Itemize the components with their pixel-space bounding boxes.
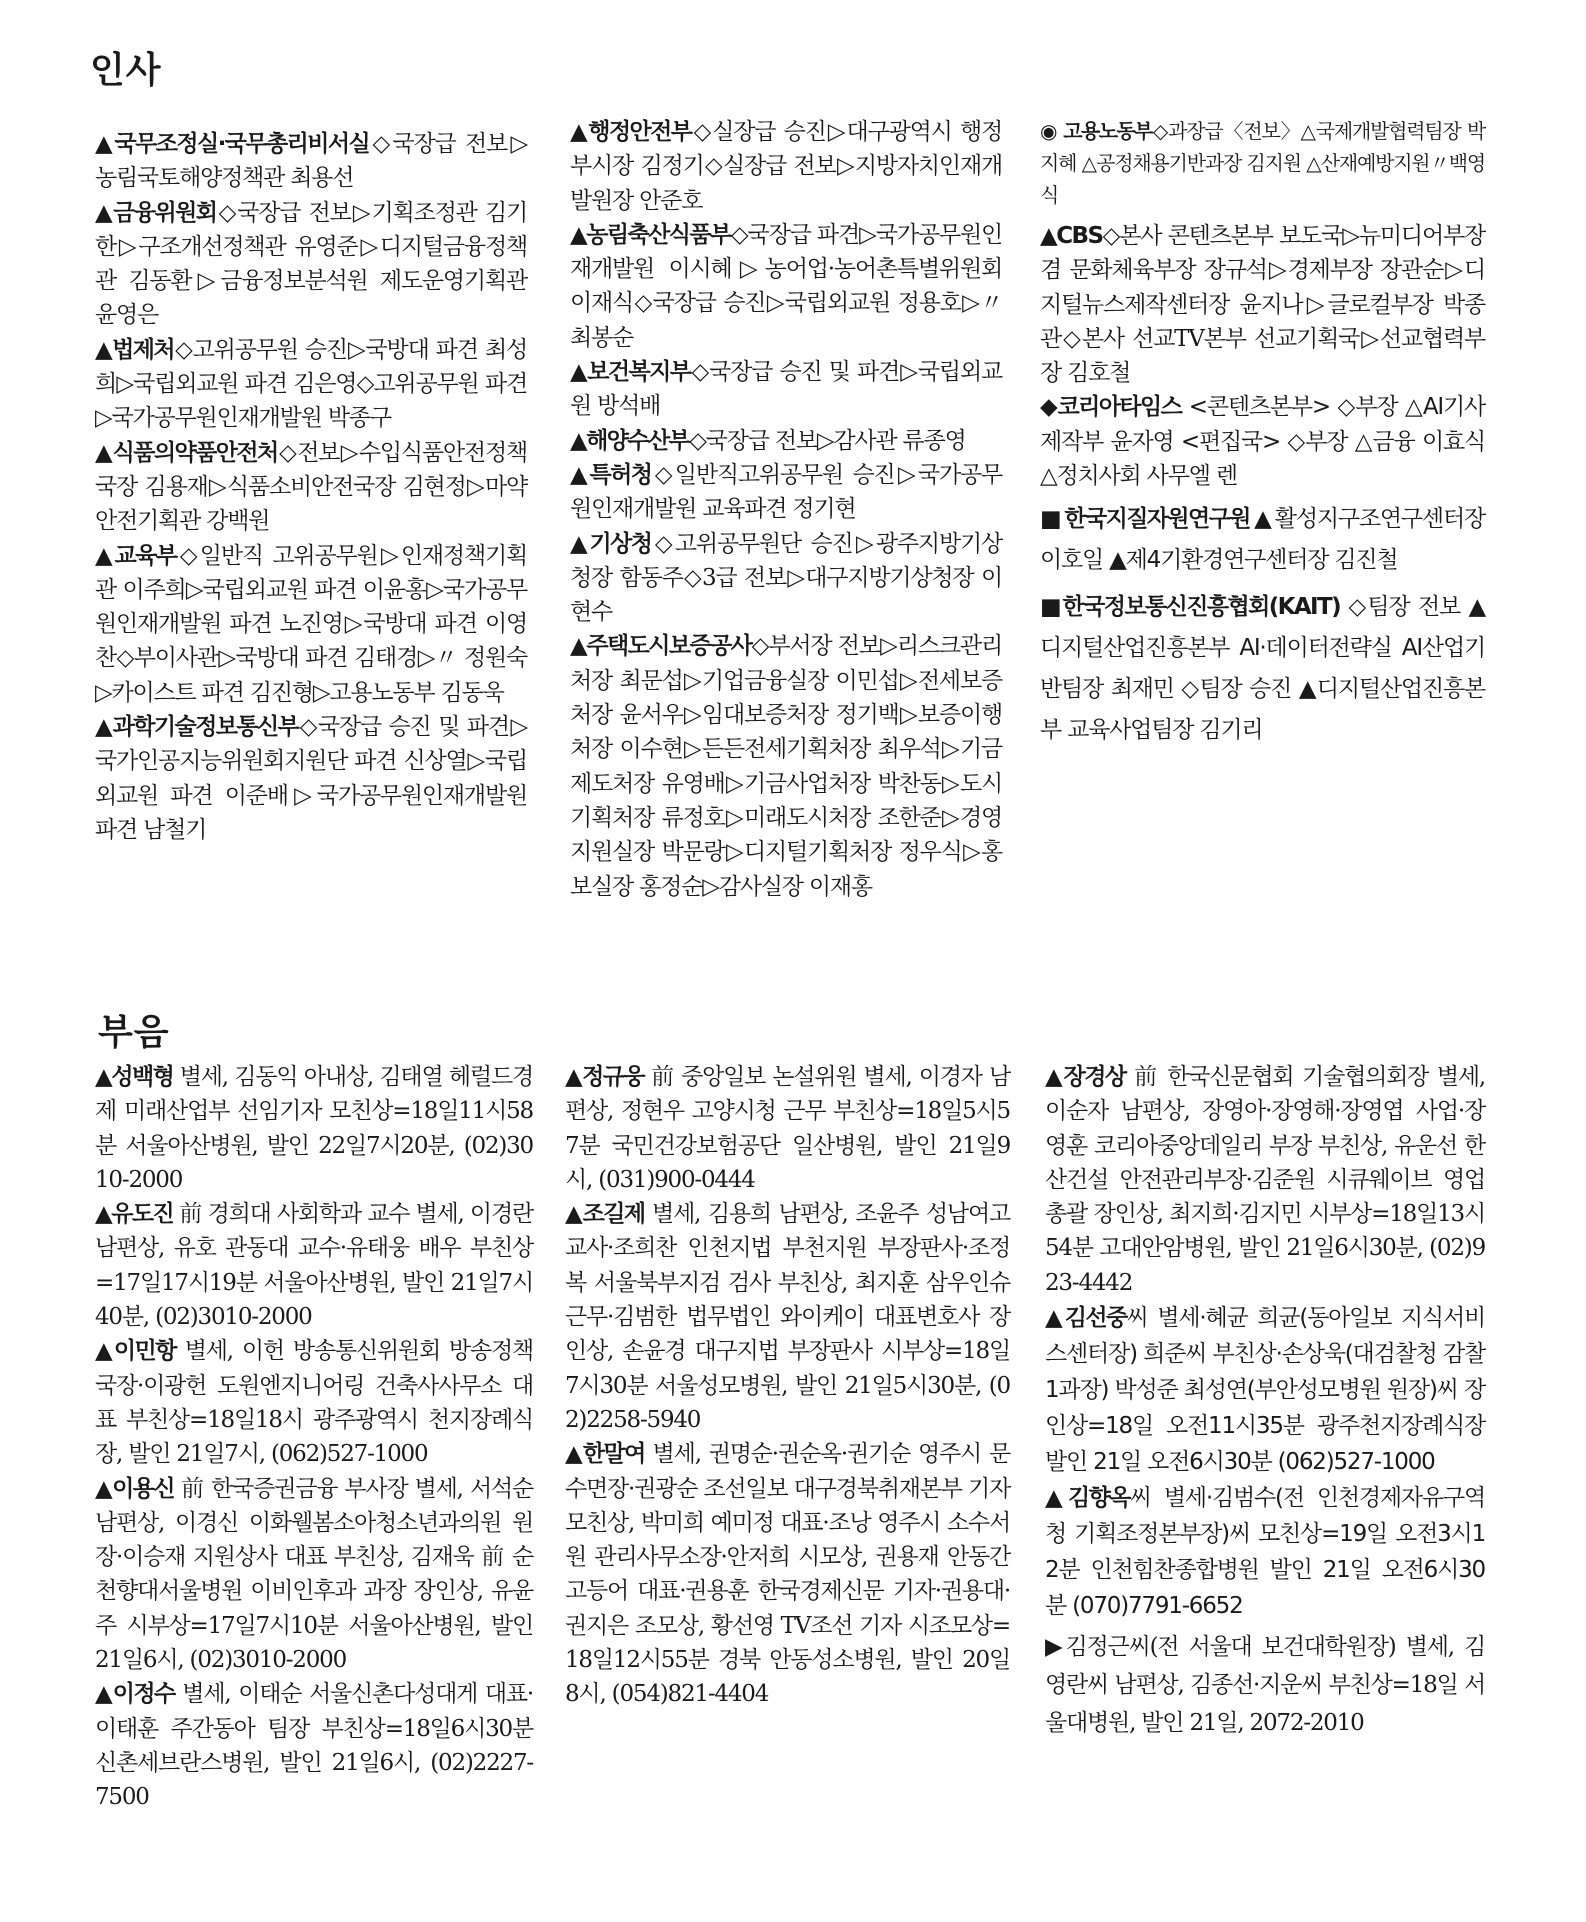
obituary-entry <box>95 1334 533 1471</box>
entry-org: ▲법제처 <box>95 336 175 363</box>
obituary-entry <box>565 1437 1010 1711</box>
entry-name: ▲한말여 <box>565 1441 645 1468</box>
personnel-column-3 <box>1040 115 1485 751</box>
personnel-entry <box>570 424 1002 458</box>
obituary-entry <box>565 1197 1010 1437</box>
entry-org: ▲해양수산부 <box>570 427 690 454</box>
entry-org: ▲주택도시보증공사 <box>570 633 752 660</box>
entry-org: ▲행정안전부 <box>570 119 692 145</box>
entry-org: ▲농림축산식품부 <box>570 221 731 248</box>
entry-text: ◇부서장 전보▷리스크관리처장 최문섭▷기업금융실장 이민섭▷전세보증처장 윤서우▷임대보증처장 정기백▷보증이행처장 이수현▷든든전세기획처장 최우석▷기금제도처장 유영배▷기금사업처장 박찬동▷도시기획처장 류정호▷미래도시처장 조한준▷경영지원실장 박문랑▷디지털기획처장 정우식▷홍보실장 홍정순▷감사실장 이재홍 <box>570 633 1002 900</box>
personnel-entry <box>1040 219 1485 390</box>
personnel-column-1 <box>95 127 527 847</box>
personnel-entry <box>1040 499 1485 581</box>
entry-org: ▲국무조정실·국무총리비서실 <box>95 131 370 157</box>
section-title-obituaries: 부음 <box>98 1012 170 1053</box>
entry-text: ◇국장급 승진 및 파견▷국가인공지능위원회지원단 파견 신상열▷국립외교원 파견 이준배▷국가공무원인재개발원 파견 남철기 <box>95 714 527 843</box>
personnel-entry <box>95 539 527 710</box>
entry-text: 씨 별세·혜균 희균(동아일보 지식서비스센터장) 희준씨 부친상·손상욱(대검찰청 감찰1과장) 박성준 최성연(부안성모병원 원장)씨 장인상=18일 오전11시35분 광주천지장례식장 발인 21일 오전6시30분 (062)527-1000 <box>1045 1305 1485 1476</box>
personnel-entry <box>570 355 1002 424</box>
entry-name: ▲조길제 <box>565 1201 645 1228</box>
entry-text: <콘텐츠본부> ◇부장 △AI기사제작부 윤자영 <편집국> ◇부장 △금융 이효식 △정치사회 사무엘 렌 <box>1040 394 1486 490</box>
entry-text: ◇전보▷수입식품안전정책국장 김용재▷식품소비안전국장 김현정▷마약안전기획관 강백원 <box>95 439 527 535</box>
personnel-entry <box>1040 390 1485 493</box>
personnel-entry <box>570 527 1002 630</box>
entry-name: ▲유도진 <box>95 1201 174 1228</box>
entry-org: ▲금융위원회 <box>95 199 217 226</box>
entry-name: ▲장경상 <box>1045 1064 1126 1090</box>
entry-text: 前 경희대 사회학과 교수 별세, 이경란 남편상, 유호 관동대 교수·유태웅 배우 부친상=17일17시19분 서울아산병원, 발인 21일7시40분, (02)3010-2000 <box>95 1201 533 1331</box>
personnel-entry <box>95 127 527 196</box>
entry-text: ◇국장급 전보▷농림국토해양정책관 최용선 <box>95 131 527 192</box>
entry-org: ▲특허청 <box>570 461 652 488</box>
personnel-entry <box>95 710 527 847</box>
personnel-entry <box>95 436 527 539</box>
entry-text: 씨 별세·김범수(전 인천경제자유구역청 기획조정본부장)씨 모친상=19일 오전3시12분 인천힘찬종합병원 발인 21일 오전6시30분 (070)7791-6652 <box>1045 1485 1485 1620</box>
obituary-entry <box>1045 1060 1485 1300</box>
obituary-entry <box>95 1197 533 1334</box>
personnel-entry <box>95 196 527 333</box>
obituary-entry <box>1045 1300 1485 1480</box>
obituary-entry <box>1045 1628 1485 1742</box>
entry-text: 前 중앙일보 논설위원 별세, 이경자 남편상, 정현우 고양시청 근무 부친상=18일5시57분 국민건강보험공단 일산병원, 발인 21일9시, (031)900-0444 <box>565 1064 1010 1193</box>
entry-org: ◆코리아타임스 <box>1040 394 1182 421</box>
entry-text: ◇과장급〈전보〉△국제개발협력팀장 박지혜 △공정채용기반과장 김지원 △산재예방지원〃백영식 <box>1040 119 1485 207</box>
entry-text: ◇국장급 승진 및 파견▷국립외교원 방석배 <box>570 359 1002 420</box>
entry-text: ◇고위공무원 승진▷국방대 파견 최성희▷국립외교원 파견 김은영◇고위공무원 파견▷국가공무원인재개발원 박종구 <box>95 336 528 432</box>
entry-text: 씨(전 서울대 보건대학원장) 별세, 김영란씨 남편상, 김종선·지운씨 부친상=18일 서울대병원, 발인 21일, 2072-2010 <box>1045 1634 1485 1737</box>
obituary-entry <box>95 1060 533 1197</box>
entry-text: ▲활성지구조연구센터장 이호일 ▲제4기환경연구센터장 김진철 <box>1040 506 1485 574</box>
entry-org: ■한국지질자원연구원 <box>1040 506 1250 533</box>
entry-text: ◇국장급 전보▷기획조정관 김기한▷구조개선정책관 유영준▷디지털금융정책관 김동환▷금융정보분석원 제도운영기획관 윤영은 <box>95 199 527 329</box>
entry-text: ◇팀장 전보 ▲디지털산업진흥본부 AI·데이터전략실 AI산업기반팀장 최재민 ◇팀장 승진 ▲디지털산업진흥본부 교육사업팀장 김기리 <box>1040 594 1485 744</box>
entry-org: ◉ 고용노동부 <box>1040 119 1152 143</box>
entry-text: ◇일반직 고위공무원▷인재정책기획관 이주희▷국립외교원 파견 이윤홍▷국가공무원인재개발원 파견 노진영▷국방대 파견 이영찬◇부이사관▷국방대 파견 김태경▷〃 정원숙▷카이스트 파견 김진형▷고용노동부 김동욱 <box>95 542 527 706</box>
entry-text: ◇본사 콘텐츠본부 보도국▷뉴미디어부장 겸 문화체육부장 장규석▷경제부장 장관순▷디지털뉴스제작센터장 윤지나▷글로컬부장 박종관◇본사 선교TV본부 선교기획국▷선교협력부장 김호철 <box>1040 223 1485 387</box>
personnel-entry <box>570 629 1002 903</box>
entry-text: ◇국장급 전보▷감사관 류종영 <box>689 427 966 454</box>
section-title-personnel: 인사 <box>90 50 162 91</box>
entry-org: ▲과학기술정보통신부 <box>95 714 299 741</box>
entry-name: ▲이민항 <box>95 1338 176 1365</box>
personnel-entry <box>95 333 527 436</box>
entry-text: 별세, 이태순 서울신촌다성대게 대표·이태훈 주간동아 팀장 부친상=18일6시30분 신촌세브란스병원, 발인 21일6시, (02)2227-7500 <box>95 1681 534 1811</box>
personnel-entry <box>1040 115 1485 211</box>
entry-text: 별세, 권명순·권순옥·권기순 영주시 문수면장·권광순 조선일보 대구경북취재본부 기자 모친상, 박미희 예미정 대표·조낭 영주시 소수서원 관리사무소장·안저희 시모상, 권용재 안동간고등어 대표·권용훈 한국경제신문 기자·권용대·권지은 조모상, 황선영 TV조선 기자 시조모상=18일12시55분 경북 안동성소병원, 발인 20일8시, (054)821-4404 <box>565 1441 1010 1708</box>
entry-text: ◇국장급 파견▷국가공무원인재개발원 이시혜▷농어업·농어촌특별위원회 이재식◇국장급 승진▷국립외교원 정용호▷〃 최봉순 <box>570 221 1002 351</box>
entry-text: ◇고위공무원단 승진▷광주지방기상청장 함동주◇3급 전보▷대구지방기상청장 이현수 <box>570 530 1002 626</box>
entry-text: 별세, 김용희 남편상, 조윤주 성남여고 교사·조희찬 인천지법 부천지원 부장판사·조정복 서울북부지검 검사 부친상, 최지훈 삼우인슈 근무·김범한 법무법인 와이케이 대표변호사 장인상, 손윤경 대구지법 부장판사 시부상=18일7시30분 서울성모병원, 발인 21일5시30분, (02)2258-5940 <box>565 1201 1010 1433</box>
entry-name: ▲김선중 <box>1045 1305 1127 1332</box>
obituary-column-1 <box>95 1060 533 1815</box>
entry-org: ■한국정보통신진흥협회(KAIT) <box>1040 594 1341 621</box>
entry-text: ◇실장급 승진▷대구광역시 행정부시장 김정기◇실장급 전보▷지방자치인재개발원장 안준호 <box>570 119 1002 214</box>
entry-name: ▶김정근 <box>1045 1634 1129 1661</box>
obituary-entry <box>565 1060 1010 1197</box>
personnel-entry <box>570 218 1002 355</box>
entry-text: 前 한국신문협회 기술협의회장 별세, 이순자 남편상, 장영아·장영해·장영엽 사업·장영훈 코리아중앙데일리 부장 부친상, 유운선 한산건설 안전관리부장·김준원 시큐웨이브 영업총괄 장인상, 최지희·김지민 시부상=18일13시54분 고대안암병원, 발인 21일6시30분, (02)923-4442 <box>1045 1064 1485 1296</box>
entry-org: ▲교육부 <box>95 542 177 569</box>
personnel-entry <box>570 115 1002 218</box>
personnel-entry <box>570 458 1002 527</box>
entry-org: ▲식품의약품안전처 <box>95 439 278 466</box>
personnel-entry <box>1040 587 1485 751</box>
entry-text: 별세, 김동익 아내상, 김태열 헤럴드경제 미래산업부 선임기자 모친상=18일11시58분 서울아산병원, 발인 22일7시20분, (02)3010-2000 <box>95 1064 533 1193</box>
entry-text: ◇일반직고위공무원 승진▷국가공무원인재개발원 교육파견 정기현 <box>570 461 1002 523</box>
personnel-column-2 <box>570 115 1002 904</box>
obituary-column-2 <box>565 1060 1010 1712</box>
obituary-entry <box>95 1677 533 1814</box>
obituary-entry <box>95 1472 533 1678</box>
entry-name: ▲정규웅 <box>565 1064 644 1090</box>
entry-name: ▲이용신 <box>95 1475 174 1502</box>
entry-text: 별세, 이헌 방송통신위원회 방송정책국장·이광헌 도원엔지니어링 건축사사무소 대표 부친상=18일18시 광주광역시 천지장례식장, 발인 21일7시, (062)527-1000 <box>95 1338 533 1468</box>
entry-name: ▲이정수 <box>95 1681 175 1708</box>
entry-text: 前 한국증권금융 부사장 별세, 서석순 남편상, 이경신 이화웰봄소아청소년과의원 원장·이승재 지원상사 대표 부친상, 김재욱 前 순천향대서울병원 이비인후과 과장 장인상, 유윤주 시부상=17일7시10분 서울아산병원, 발인 21일6시, (02)3010-2000 <box>95 1475 533 1674</box>
entry-org: ▲CBS <box>1040 223 1103 249</box>
entry-name: ▲성백형 <box>95 1064 174 1090</box>
entry-org: ▲보건복지부 <box>570 359 691 386</box>
obituary-column-3 <box>1045 1060 1485 1742</box>
entry-name: ▲김향옥 <box>1045 1485 1130 1512</box>
obituary-entry <box>1045 1480 1485 1624</box>
entry-org: ▲기상청 <box>570 530 652 557</box>
